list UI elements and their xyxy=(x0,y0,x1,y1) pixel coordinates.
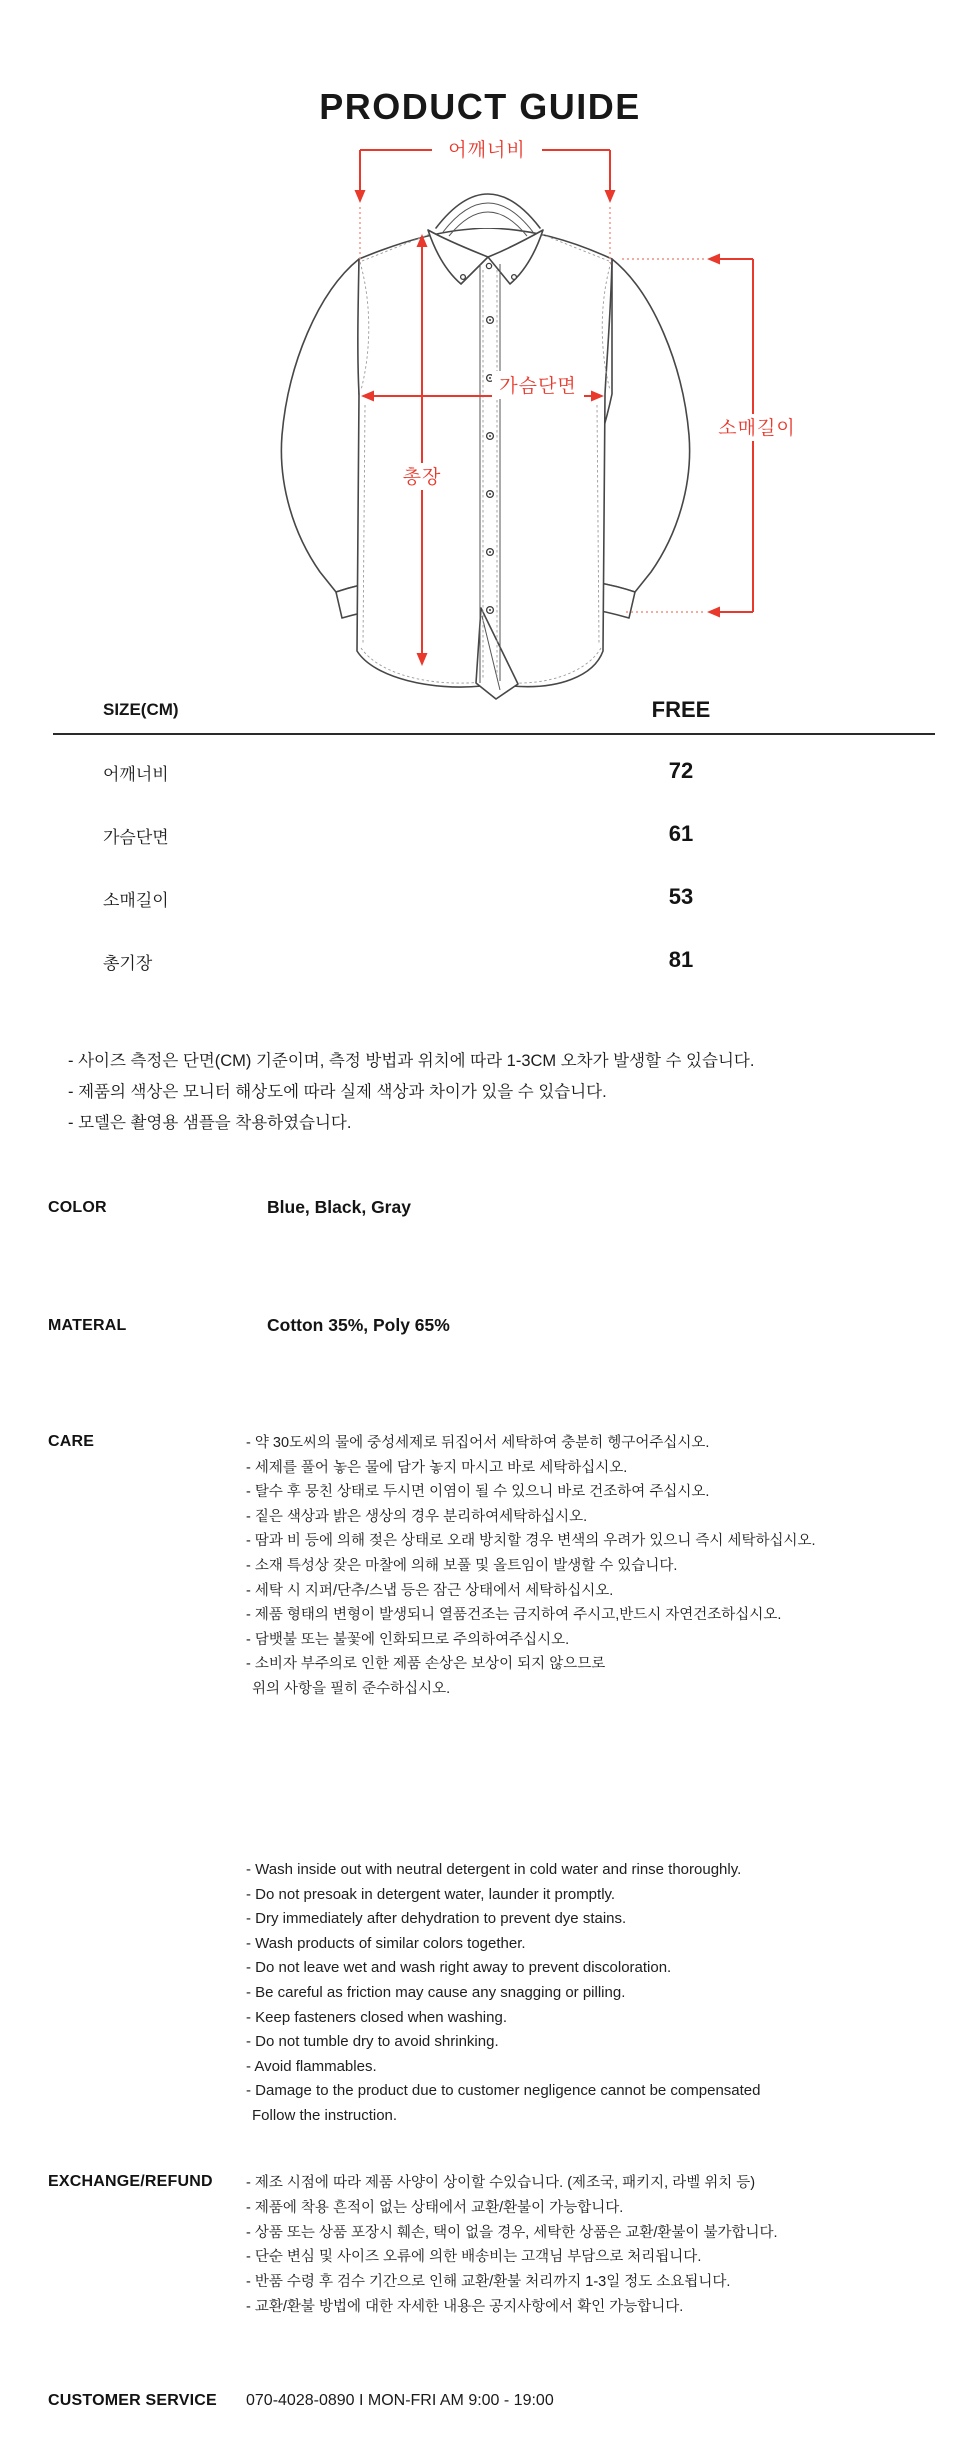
chest-width-label: 가슴단면 xyxy=(499,376,577,397)
color-section-label: COLOR xyxy=(48,1199,107,1216)
care-item-en: - Dry immediately after dehydration to prevent dye stains. xyxy=(246,1910,627,1928)
customer-service-value: 070-4028-0890 I MON-FRI AM 9:00 - 19:00 xyxy=(246,2392,554,2409)
table-row-value: 53 xyxy=(668,884,694,909)
care-item-en: - Damage to the product due to customer negligence cannot be compensated xyxy=(246,2082,761,2100)
care-item-en-continuation: Follow the instruction. xyxy=(252,2106,398,2124)
note-line: - 모델은 촬영용 샘플을 착용하였습니다. xyxy=(68,1114,352,1132)
note-line: - 제품의 색상은 모니터 해상도에 따라 실제 색상과 차이가 있을 수 있습니다. xyxy=(68,1083,607,1101)
material-section-label: MATERAL xyxy=(48,1317,127,1334)
exchange-section-label: EXCHANGE/REFUND xyxy=(48,2173,213,2190)
sleeve-length-label: 소매길이 xyxy=(718,418,796,439)
care-item: - 탈수 후 뭉친 상태로 두시면 이염이 될 수 있으니 바로 건조하여 주십시오. xyxy=(246,1484,710,1501)
care-item: - 제품 형태의 변형이 발생되니 열품건조는 금지하여 주시고,반드시 자연건조하십시오. xyxy=(246,1607,782,1624)
exchange-item: - 제조 시점에 따라 제품 사양이 상이할 수있습니다. (제조국, 패키지, 라벨 위치 등) xyxy=(246,2175,756,2191)
care-item-en: - Wash products of similar colors together. xyxy=(246,1934,526,1952)
care-instructions-english xyxy=(246,1858,761,2129)
collar-back xyxy=(436,194,540,228)
care-item: - 약 30도씨의 물에 중성세제로 뒤집어서 세탁하여 충분히 헹구어주십시오. xyxy=(246,1435,710,1451)
care-item: - 땀과 비 등에 의해 젖은 상태로 오래 방치할 경우 변색의 우려가 있으니 즉시 세탁하십시오. xyxy=(246,1533,816,1550)
care-item-continuation: 위의 사항을 필히 준수하십시오. xyxy=(252,1680,451,1697)
size-table-header-value: FREE xyxy=(651,697,711,722)
exchange-item: - 상품 또는 상품 포장시 훼손, 택이 없을 경우, 세탁한 상품은 교환/환불이 불가합니다. xyxy=(246,2224,778,2241)
care-item-en: - Keep fasteners closed when washing. xyxy=(246,2008,507,2026)
care-section-label: CARE xyxy=(48,1433,95,1450)
table-row-label: 총기장 xyxy=(103,954,153,973)
exchange-refund-items xyxy=(246,2171,778,2320)
care-item: - 담뱃불 또는 불꽃에 인화되므로 주의하여주십시오. xyxy=(246,1631,570,1648)
collar-button-right xyxy=(512,275,517,280)
note-line: - 사이즈 측정은 단면(CM) 기준이며, 측정 방법과 위치에 따라 1-3CM 오차가 발생할 수 있습니다. xyxy=(68,1052,755,1070)
table-row-value: 81 xyxy=(668,947,694,972)
collar-stand-button xyxy=(486,263,491,268)
table-row-label: 가슴단면 xyxy=(103,828,169,847)
customer-service-label: CUSTOMER SERVICE xyxy=(48,2392,217,2409)
care-item: - 짙은 색상과 밝은 생상의 경우 분리하여세탁하십시오. xyxy=(246,1508,588,1525)
shirt-measurement-diagram xyxy=(170,130,810,730)
color-value: Blue, Black, Gray xyxy=(267,1197,411,1217)
table-divider xyxy=(53,733,935,735)
material-value: Cotton 35%, Poly 65% xyxy=(267,1315,450,1335)
shirt-illustration xyxy=(281,194,689,699)
shoulder-width-label: 어깨너비 xyxy=(448,140,526,161)
total-length-label: 총장 xyxy=(402,467,442,488)
exchange-item: - 단순 변심 및 사이즈 오류에 의한 배송비는 고객님 부담으로 처리됩니다. xyxy=(246,2249,702,2266)
exchange-item: - 교환/환불 방법에 대한 자세한 내용은 공지사항에서 확인 가능합니다. xyxy=(246,2298,684,2315)
size-table-header-label: SIZE(CM) xyxy=(103,700,179,719)
table-row-label: 소매길이 xyxy=(103,891,169,910)
care-item-en: - Do not tumble dry to avoid shrinking. xyxy=(246,2033,499,2051)
care-item: - 소재 특성상 잦은 마찰에 의해 보풀 및 올트임이 발생할 수 있습니다. xyxy=(246,1557,678,1574)
care-item-en: - Avoid flammables. xyxy=(246,2057,377,2075)
care-item-en: - Be careful as friction may cause any snagging or pilling. xyxy=(246,1983,626,2001)
table-row-label: 어깨너비 xyxy=(103,765,169,784)
table-row-value: 72 xyxy=(668,758,694,783)
care-item: - 소비자 부주의로 인한 제품 손상은 보상이 되지 않으므로 xyxy=(246,1656,606,1673)
care-item-en: - Do not presoak in detergent water, launder it promptly. xyxy=(246,1885,616,1903)
care-instructions-korean xyxy=(246,1431,816,1702)
collar-button-left xyxy=(461,275,466,280)
table-row-value: 61 xyxy=(668,821,694,846)
care-item-en: - Wash inside out with neutral detergent in cold water and rinse thoroughly. xyxy=(246,1861,742,1878)
care-item: - 세제를 풀어 놓은 물에 담가 놓지 마시고 바로 세탁하십시오. xyxy=(246,1459,628,1476)
care-item: - 세탁 시 지퍼/단추/스냅 등은 잠근 상태에서 세탁하십시오. xyxy=(246,1582,614,1599)
exchange-item: - 제품에 착용 흔적이 없는 상태에서 교환/환불이 가능합니다. xyxy=(246,2199,624,2216)
care-item-en: - Do not leave wet and wash right away to prevent discoloration. xyxy=(246,1959,672,1977)
sizing-notes xyxy=(68,1046,754,1139)
exchange-item: - 반품 수령 후 검수 기간으로 인해 교환/환불 처리까지 1-3일 정도 소요됩니다. xyxy=(246,2274,731,2291)
page-title: PRODUCT GUIDE xyxy=(319,86,641,127)
